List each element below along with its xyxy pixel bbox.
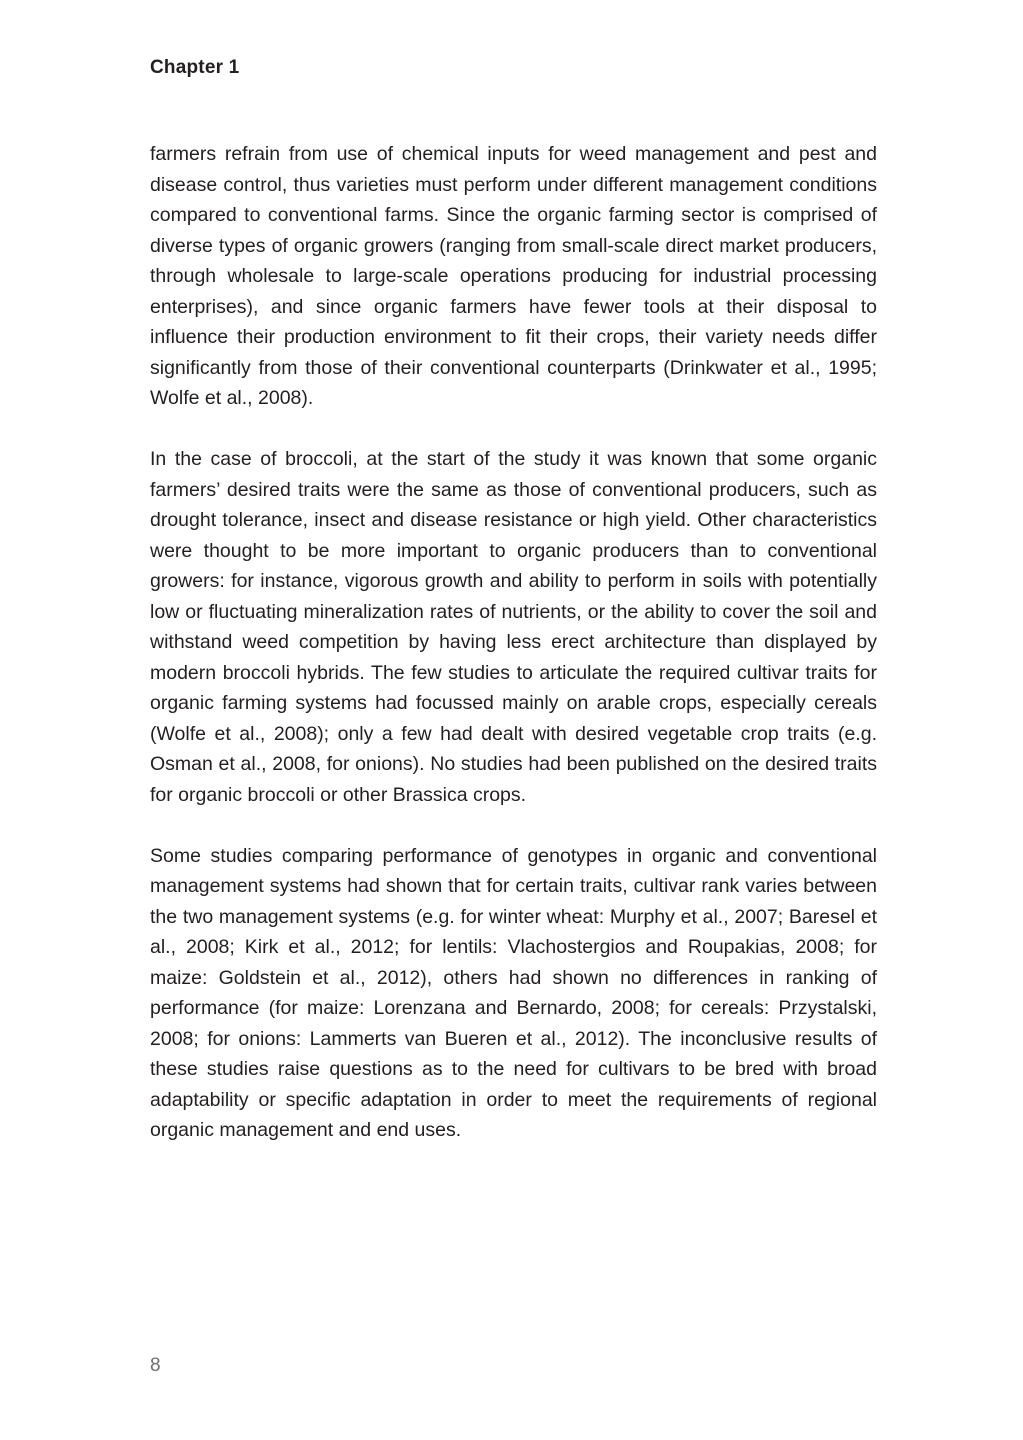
text-column [150,0,877,1146]
paragraph: In the case of broccoli, at the start of the study it was known that some organic farmers’ desired traits were the same as those of conventional producers, such as drought tolerance, insect and disease resistance or high yield. Other characteristics were thought to be more important to organic producers than to conventional growers: for instance, vigorous growth and ability to perform in soils with potentially low or fluctuating mineralization rates of nutrients, or the ability to cover the soil and withstand weed competition by having less erect architecture than displayed by modern broccoli hybrids. The few studies to articulate the required cultivar traits for organic farming systems had focussed mainly on arable crops, especially cereals (Wolfe et al., 2008); only a few had dealt with desired vegetable crop traits (e.g. Osman et al., 2008, for onions). No studies had been published on the desired traits for organic broccoli or other Brassica crops. [150,448,877,806]
chapter-header: Chapter 1 [150,57,240,78]
body-text [150,139,877,1146]
page-number: 8 [150,1355,161,1376]
paragraph: Some studies comparing performance of genotypes in organic and conventional management systems had shown that for certain traits, cultivar rank varies between the two management systems (e.g. for winter wheat: Murphy et al., 2007; Baresel et al., 2008; Kirk et al., 2012; for lentils: Vlachostergios and Roupakias, 2008; for maize: Goldstein et al., 2012), others had shown no differences in ranking of performance (for maize: Lorenzana and Bernardo, 2008; for cereals: Przystalski, 2008; for onions: Lammerts van Bueren et al., 2012). The inconclusive results of these studies raise questions as to the need for cultivars to be bred with broad adaptability or specific adaptation in order to meet the requirements of regional organic management and end uses. [150,844,877,1141]
paragraph: farmers refrain from use of chemical inputs for weed management and pest and disease control, thus varieties must perform under different management conditions compared to conventional farms. Since the organic farming sector is comprised of diverse types of organic growers (ranging from small-scale direct market producers, through wholesale to large-scale operations producing for industrial processing enterprises), and since organic farmers have fewer tools at their disposal to influence their production environment to fit their crops, their variety needs differ significantly from those of their conventional counterparts (Drinkwater et al., 1995; Wolfe et al., 2008). [150,143,877,409]
